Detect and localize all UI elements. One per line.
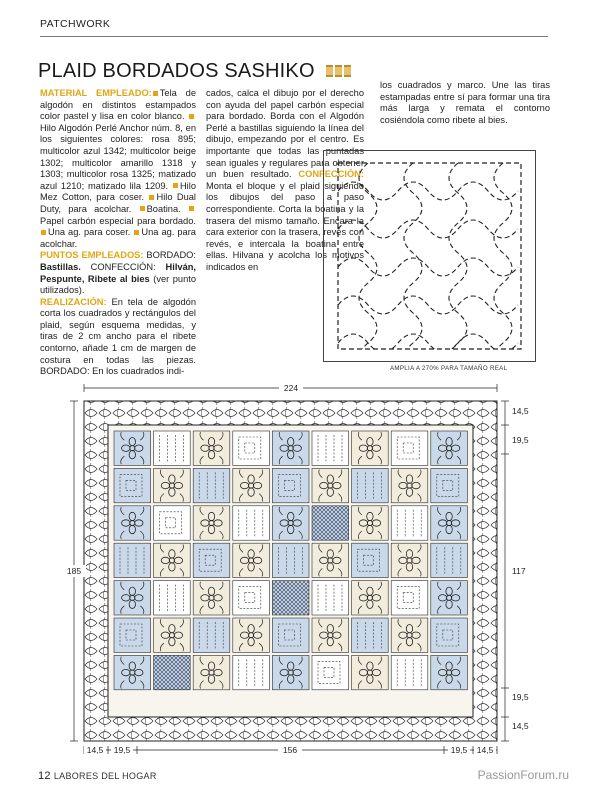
quilt-block: [352, 431, 389, 465]
bullet-icon: [149, 195, 154, 200]
quilt-block: [233, 468, 270, 502]
material-item: Papel carbón especial para bordado.: [40, 215, 196, 226]
quilt-block: [431, 431, 468, 465]
puntos-bordado: Bastillas.: [40, 261, 81, 272]
quilt-block: [352, 581, 389, 615]
quilt-block: [312, 655, 349, 689]
quilt-block: [352, 468, 389, 502]
quilt-block: [193, 618, 230, 652]
quilt-block: [272, 618, 309, 652]
text-column-1: [40, 88, 196, 378]
quilt-block: [193, 543, 230, 577]
quilt-block: [352, 655, 389, 689]
quilt-block: [233, 431, 270, 465]
quilt-block: [114, 468, 151, 502]
section-label: PATCHWORK: [40, 18, 111, 30]
page-number: 12: [38, 770, 51, 782]
material-text: Tela de algodón en distintos estampados color pastel y lisa en color blanco.: [40, 88, 196, 122]
quilt-block: [352, 618, 389, 652]
dim-right-1: 14,5: [512, 406, 529, 416]
dim-right-mid: 117: [512, 566, 526, 576]
spool-icon: [344, 65, 351, 77]
quilt-block: [154, 506, 191, 540]
quilt-block: [391, 655, 428, 689]
quilt-block: [312, 468, 349, 502]
quilt-block: [272, 581, 309, 615]
material-item: Una ag. para coser.: [48, 227, 131, 238]
material-item: Boatina.: [146, 203, 181, 214]
quilt-block: [431, 581, 468, 615]
quilt-block: [312, 431, 349, 465]
dim-bottom-5: 14,5: [476, 745, 494, 755]
quilt-block: [352, 543, 389, 577]
quilt-block: [312, 618, 349, 652]
confeccion-label: CONFECCIÓN:: [298, 169, 364, 180]
material-item: Una ag. para acolchar.: [40, 227, 196, 249]
quilt-block: [431, 543, 468, 577]
quilt-block: [114, 506, 151, 540]
quilt-block: [193, 468, 230, 502]
quilt-block: [352, 506, 389, 540]
quilt-block: [391, 543, 428, 577]
quilt-block: [193, 655, 230, 689]
quilt-block: [431, 468, 468, 502]
quilt-block: [391, 506, 428, 540]
header-divider: [40, 36, 548, 37]
quilt-block: [193, 431, 230, 465]
quilt-block: [154, 431, 191, 465]
quilt-block: [154, 618, 191, 652]
puntos-note: (ver punto utilizados).: [40, 273, 196, 296]
quilt-block: [154, 655, 191, 689]
realizacion-label: REALIZACIÓN:: [40, 296, 107, 307]
watermark: PassionForum.ru: [477, 768, 569, 782]
quilt-block: [272, 543, 309, 577]
dim-bottom-mid: 156: [282, 745, 298, 755]
quilt-block: [312, 543, 349, 577]
material-label: MATERIAL EMPLEADO:: [40, 88, 152, 98]
bullet-icon: [189, 206, 194, 211]
page-footer: [38, 770, 157, 782]
bullet-icon: [134, 230, 139, 235]
quilt-block: [272, 506, 309, 540]
quilt-block: [154, 581, 191, 615]
bullet-icon: [173, 183, 178, 188]
dim-top: 224: [283, 383, 299, 393]
dim-right-4: 19,5: [512, 692, 529, 702]
material-item: Hilo Dual Duty, para acolchar.: [40, 192, 196, 214]
material-item: Hilo Algodón Perlé Anchor núm. 8, en los siguientes colores: rosa 895; multicolor azul 1342; multicolor beige 1302; multicolor amarillo 1318 y 1303; multicolor rosa 1325; matizado azul 1210; matizado lila 1209.: [40, 122, 196, 191]
quilt-block: [154, 468, 191, 502]
bullet-icon: [153, 91, 158, 96]
quilt-block: [233, 655, 270, 689]
material-item: Hilo Mez Cotton, para coser.: [40, 180, 196, 203]
quilt-block: [431, 506, 468, 540]
quilt-block: [312, 506, 349, 540]
puntos-confeccion-label: CONFECCIÓN:: [90, 261, 156, 272]
quilt-block: [114, 618, 151, 652]
confeccion-text: Monta el bloque y el plaid siguiendo los dibujos del paso a paso correspondiente. Corta la boatina y la trasera del mismo tamaño. Encara la cara exterior con la trasera, revés con revés, e intercala la boatina entre ellas. Hilvana y acolcha los motivos indicados en: [206, 180, 364, 272]
bullet-icon: [140, 206, 145, 211]
dim-bottom-1: 14,5: [86, 745, 104, 755]
quilt-block: [233, 618, 270, 652]
quilt-diagram: [0, 378, 589, 758]
quilt-block: [431, 655, 468, 689]
continuation-text: los cuadrados y marco. Une las tiras estampadas entre sí para formar una tira más larga y remata el contorno cosiéndola como ribete al bies.: [380, 80, 550, 125]
detail-caption: AMPLIA A 270% PARA TAMAÑO REAL: [390, 365, 508, 372]
quilt-block: [391, 581, 428, 615]
sashiko-pattern-drawing: [324, 151, 535, 361]
quilt-block: [272, 468, 309, 502]
quilt-schematic: [0, 378, 589, 758]
quilt-block: [193, 506, 230, 540]
puntos-bordado-label: BORDADO:: [146, 250, 196, 261]
dim-bottom-4: 19,5: [450, 745, 468, 755]
text-column-3: [380, 80, 550, 126]
quilt-block: [233, 581, 270, 615]
quilt-block: [312, 581, 349, 615]
quilt-block: [233, 543, 270, 577]
bullet-icon: [41, 230, 46, 235]
quilt-block: [233, 506, 270, 540]
title-text: PLAID BORDADOS SASHIKO: [38, 60, 315, 82]
quilt-block: [114, 543, 151, 577]
realizacion-text: En tela de algodón corta los cuadrados y rectángulos del plaid, según esquema medidas, y tiras de 2 cm ancho para el ribete contorno, añade 1 cm de margen de costura en todas las piezas. BORDADO: En los cuadrados indi-: [40, 296, 196, 377]
quilt-block: [154, 543, 191, 577]
dim-right-2: 19,5: [512, 435, 529, 445]
quilt-block: [391, 468, 428, 502]
quilt-block: [391, 618, 428, 652]
page-title: [38, 60, 353, 83]
quilt-block: [114, 581, 151, 615]
dim-bottom-2: 19,5: [113, 745, 131, 755]
quilt-block: [272, 655, 309, 689]
quilt-block: [272, 431, 309, 465]
quilt-block: [391, 431, 428, 465]
magazine-name: LABORES DEL HOGAR: [53, 771, 157, 781]
quilt-blocks: [114, 431, 467, 690]
bullet-icon: [189, 114, 194, 119]
spool-icon: [335, 65, 342, 77]
quilt-block: [193, 581, 230, 615]
quilt-block: [431, 618, 468, 652]
puntos-label: PUNTOS EMPLEADOS:: [40, 250, 144, 261]
sashiko-detail-pattern: [323, 150, 536, 362]
quilt-block: [114, 655, 151, 689]
spool-icon: [326, 65, 333, 77]
dim-right-5: 14,5: [512, 721, 529, 731]
puntos-confeccion: Hilván, Pespunte, Ribete al bies: [40, 261, 196, 284]
bordado-text: cados, calca el dibujo por el derecho con ayuda del papel carbón especial para bordado. Borda con el Algodón Perlé a bastillas siguiendo la línea del dibujo, empezando por el centro. Es importante que todas las puntadas sean iguales y regulares para obtener un buen resultado.: [206, 88, 364, 180]
quilt-block: [114, 431, 151, 465]
spool-icons: [326, 60, 353, 83]
dim-left: 185: [66, 566, 82, 576]
